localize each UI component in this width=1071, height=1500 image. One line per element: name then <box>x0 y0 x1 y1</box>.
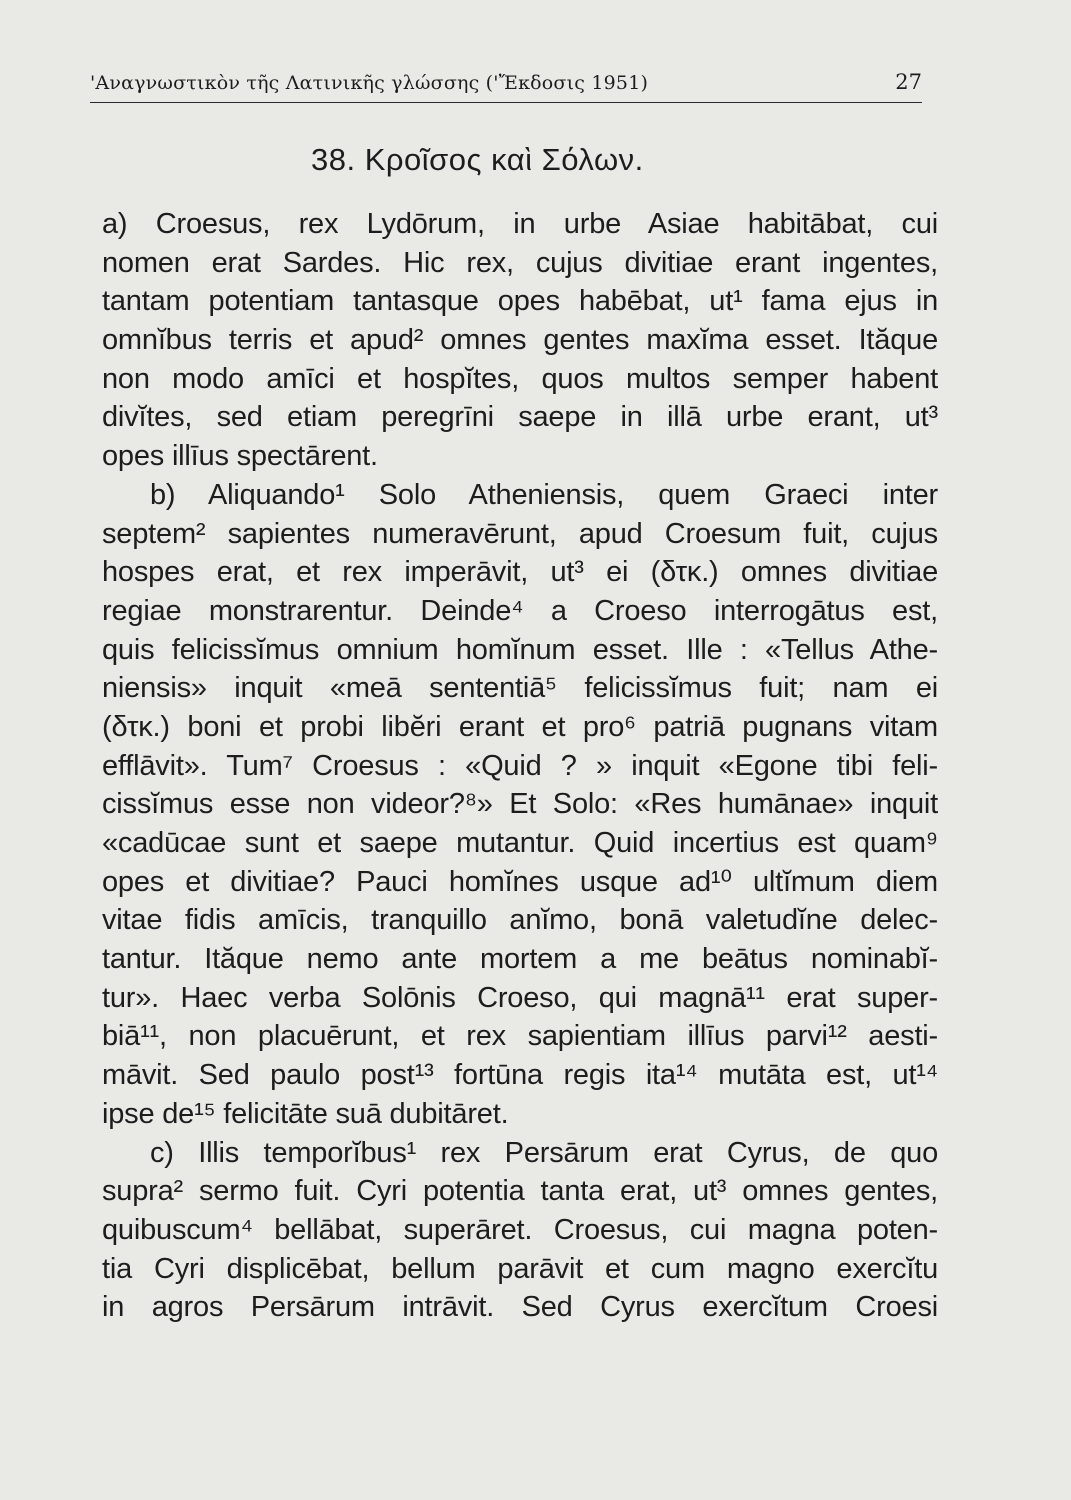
text-line: vitae fidis amīcis, tranquillo anĭmo, bonā valetudĭne delec- <box>102 904 938 937</box>
text-line: tantur. Ităque nemo ante mortem a me beātus nominabĭ- <box>102 943 938 976</box>
text-line: in agros Persārum intrāvit. Sed Cyrus exercĭtum Croesi <box>102 1291 938 1324</box>
text-line: quis felicissĭmus omnium homĭnum esset. Ille : «Tellus Athe- <box>102 633 938 666</box>
text-line: tur». Haec verba Solōnis Croeso, qui magnā¹¹ erat super- <box>102 981 938 1014</box>
text-line: hospes erat, et rex imperāvit, ut³ ei (δτκ.) omnes divitiae <box>102 556 938 589</box>
text-line: c) Illis temporĭbus¹ rex Persārum erat Cyrus, de quo <box>150 1136 938 1169</box>
page-number: 27 <box>895 70 922 94</box>
text-line: b) Aliquando¹ Solo Atheniensis, quem Graeci inter <box>150 478 938 511</box>
running-head: 'Αναγνωστικὸν τῆς Λατινικῆς γλώσσης ('Ἔκδοσις 1951) <box>90 72 649 94</box>
text-line: opes illīus spectārent. <box>102 440 378 473</box>
text-line: opes et divitiae? Pauci homĭnes usque ad¹⁰ ultĭmum diem <box>102 865 938 898</box>
text-line: māvit. Sed paulo post¹³ fortūna regis ita¹⁴ mutāta est, ut¹⁴ <box>102 1059 938 1092</box>
text-line: «cadūcae sunt et saepe mutantur. Quid incertius est quam⁹ <box>102 827 938 859</box>
text-line: quibuscum⁴ bellābat, superāret. Croesus, cui magna poten- <box>102 1213 938 1246</box>
text-line: cissĭmus esse non videor?⁸» Et Solo: «Res humānae» inquit <box>102 788 938 821</box>
text-line: nomen erat Sardes. Hic rex, cujus divitiae erant ingentes, <box>102 246 938 279</box>
text-line: tantam potentiam tantasque opes habēbat, ut¹ fama ejus in <box>102 285 938 318</box>
text-line: niensis» inquit «meā sententiā⁵ felicissĭmus fuit; nam ei <box>102 672 938 705</box>
text-line: a) Croesus, rex Lydōrum, in urbe Asiae habitābat, cui <box>102 208 938 240</box>
text-line: tia Cyri displicēbat, bellum parāvit et cum magno exercĭtu <box>102 1252 938 1285</box>
lesson-title: 38. Κροῖσος καὶ Σόλων. <box>311 142 644 177</box>
text-line: regiae monstrarentur. Deinde⁴ a Croeso interrogātus est, <box>102 594 938 627</box>
text-line: biā¹¹, non placuērunt, et rex sapientiam illīus parvi¹² aesti- <box>102 1020 938 1053</box>
page-header <box>90 68 922 103</box>
text-line: divĭtes, sed etiam peregrīni saepe in illā urbe erant, ut³ <box>102 401 938 434</box>
text-line: efflāvit». Tum⁷ Croesus : «Quid ? » inquit «Egone tibi feli- <box>102 749 938 782</box>
text-line: omnĭbus terris et apud² omnes gentes maxĭma esset. Ităque <box>102 324 938 357</box>
text-line: (δτκ.) boni et probi libĕri erant et pro⁶ patriā pugnans vitam <box>102 710 938 743</box>
text-line: supra² sermo fuit. Cyri potentia tanta erat, ut³ omnes gentes, <box>102 1175 938 1208</box>
text-line: non modo amīci et hospĭtes, quos multos semper habent <box>102 362 938 395</box>
text-line: septem² sapientes numeravērunt, apud Croesum fuit, cujus <box>102 517 938 550</box>
text-line: ipse de¹⁵ felicitāte suā dubitāret. <box>102 1097 509 1130</box>
lesson-text <box>102 205 938 1327</box>
